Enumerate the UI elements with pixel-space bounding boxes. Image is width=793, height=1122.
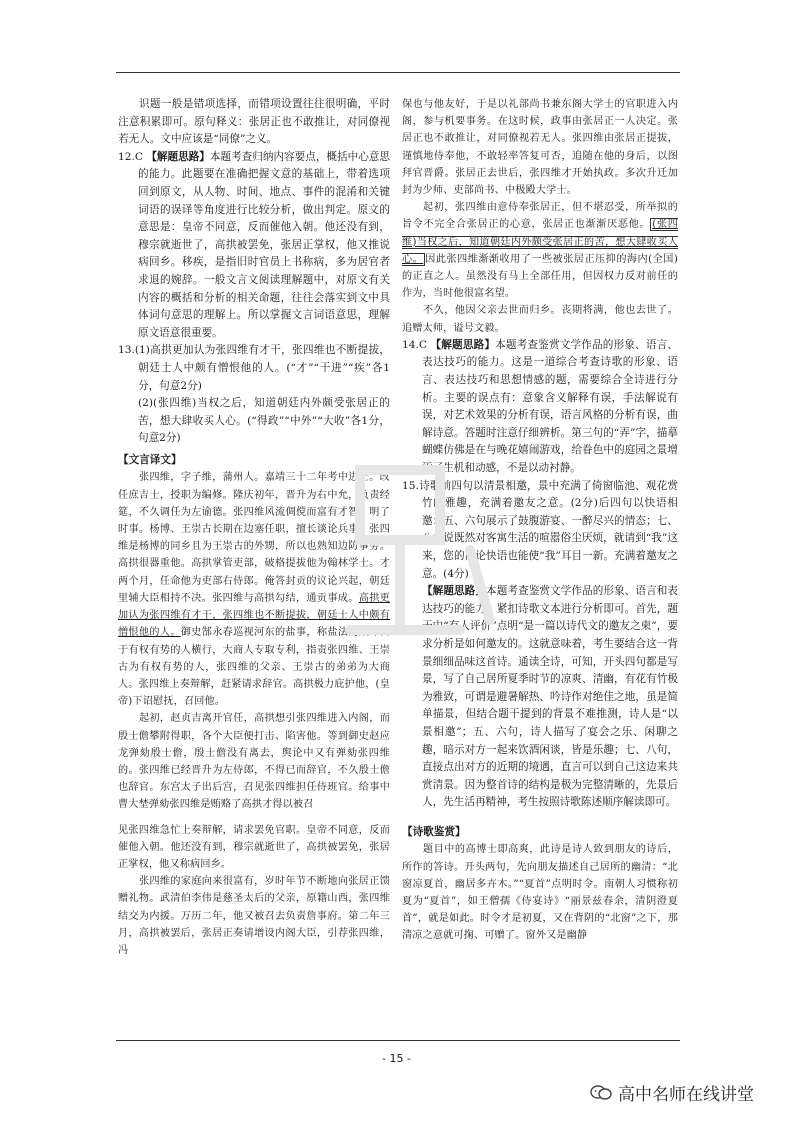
right-column — [402, 96, 678, 945]
left-column — [118, 96, 390, 959]
header-rule — [116, 72, 680, 73]
underlined-sentence: 高拱更加认为张四维有才干，张四维也不断提拔，朝廷士人中颇有憎恨他的人。 — [118, 592, 390, 639]
page-number: - 15 - — [382, 1052, 411, 1065]
section-heading-appreciation: 【诗歌鉴赏】 — [402, 825, 466, 838]
paragraph-continuation: 识题一般是错项选择，而错项设置往往很明确，平时注意积累即可。原句释义：张居正也不敢推让，对同僚视若无人。文中应该是“同僚”之义。 — [118, 98, 390, 146]
translation-paragraph-5: 保也与他友好，于是以礼部尚书兼东阁大学士的官职进入内阁，参与机要事务。在这时候，政事由张居正一人决定。张居正也不敢推让，对同僚视若无人。张四维由张居正提拔，谨慎地侍奉他，不敢轻率答复可否，追随在他的身后，以图拜官晋爵。张居正去世后，张四维才开始执政。多次升迁加封为少师、吏部尚书、中极殿大学士。 — [402, 99, 678, 197]
translation-paragraph-1 — [118, 469, 390, 710]
translation-paragraph-3: 见张四维急忙上奏辩解，请求罢免官职。皇帝不同意，反而催他入朝。他还没有到，穆宗就逝世了，高拱被罢免，张居正掌权，他又称病回乡。 — [118, 824, 390, 870]
chat-bubbles-icon — [590, 1085, 612, 1101]
analysis-tag: 【解题思路】 — [422, 585, 487, 598]
question-15 — [402, 478, 678, 584]
brand-watermark — [590, 1080, 754, 1105]
translation-paragraph-4: 张四维的家庭向来很富有，岁时年节不断地向张居正馈赠礼物。武清伯李伟是慈圣太后的父亲，原籍山西，张四维结交为内援。万历二年，他又被召去负责詹事府。第二年三月，高拱被罢后，张居正奏请增设内阁大臣，引荐张四维，冯 — [118, 876, 390, 956]
question-12-text: 本题考查归纳内容要点，概括中心意思的能力。此题要在准确把握文意的基础上，带着选项回到原文，从人物、时间、地点、事件的混淆和关键词语的误译等角度进行比较分析，做出判定。原文的意思是：皇帝不同意，反而催他入朝。他还没有到，穆宗就逝世了，高拱被罢免，张居正掌权，他又推说病回乡。移疾，是指旧时官员上书称病，多为居官者求退的婉辞。一般文言文阅读理解题中，对原文有关内容的概括和分析的相关命题，往往会落实到文中具体词句意思的理解上。所以掌握文言词语意思，理解原文语意很重要。 — [138, 150, 390, 339]
analysis-tag: 【解题思路】 — [430, 338, 496, 351]
translation-text: 因此张四维渐渐收用了一些被张居正压抑的海内(全国)的正直之人。虽然没有马上全部任用，但因权力反对前任的作为，当时他很富名望。 — [402, 253, 678, 300]
translation-paragraph-2: 起初，赵贞吉离开官任，高拱想引张四维进入内阁，而殷士儋攀附得职，各个大臣便打击、陷害他。等到御史赵应龙弹劾殷士儋，殷士儋没有离去，舆论中又有弹劾张四维的。张四维已经晋升为左侍郎，不得已而辞官，不久殷士儋也辞官。东宫太子出后宫，召见张四维担任侍班官。给事中曹大埜弹劾张四维是贿赂了高拱才得以被召 — [118, 713, 390, 811]
brand-name: 高中名师在线讲堂 — [618, 1085, 754, 1105]
translation-paragraph-7: 不久，他因父亲去世而归乡。丧期将满，他也去世了。追赠太师，谥号文毅。 — [402, 305, 678, 334]
section-heading-translation: 【文言译文】 — [118, 453, 182, 466]
question-number: 13. — [118, 344, 135, 357]
appreciation-paragraph: 题目中的高博士即高爽，此诗是诗人致到朋友的诗后，所作的答诗。开头两句，先向朋友描述自己居所的幽清：“北窗凉夏首，幽居多卉木。”“夏首”点明时令。南朝人习惯称初夏为“夏首”，如王僧孺《侍宴诗》“丽景兹春余，清阴澄夏首”，就是如此。时令才是初夏，又在背阴的“北窗”之下，那清凉之意就可掬、可赠了。窗外又是幽静 — [402, 844, 678, 942]
question-15-analysis — [402, 583, 678, 812]
analysis-tag: 【解题思路】 — [146, 150, 210, 163]
answer-letter: C — [418, 338, 427, 351]
translation-text: 起初，张四维由意侍奉张居正，但不堪忍受，所举拟的旨令不完全合张居正的心意，张居正也渐渐厌恶他。 — [402, 202, 678, 231]
question-13-part-1 — [118, 342, 390, 395]
translation-paragraph-6 — [402, 199, 678, 302]
question-number: 12. — [118, 150, 135, 163]
answer-13-2: (2)(张四维)当权之后，知道朝廷内外颇受张居正的苦，想大肆收买人心。(“得政”“中外”“大收”各1分，句意2分) — [138, 397, 390, 445]
question-number: 14. — [402, 338, 419, 351]
question-14 — [402, 337, 678, 478]
answer-13-1: (1)高拱更加认为张四维有才干，张四维也不断提拔，朝廷士人中颇有憎恨他的人。(“才”“干进”“疾”各1分，句意2分) — [134, 344, 390, 392]
question-12 — [118, 149, 390, 343]
footer-rule — [116, 1040, 680, 1041]
question-15-analysis-text: 本题考查鉴赏文学作品的形象、语言和表达技巧的能力。紧扣诗歌文本进行分析即可。首先，题干中“有人评价”点明“是一篇以诗代文的邀友之柬”，要求分析是如何邀友的。这就意味着，考生要结合这一背景细细品味这首诗。通读全诗，可知，开头四句都是写景，写了自己居所夏季时节的凉爽、清幽，有花有竹极为雅致，可谓是避暑解热、吟诗作对绝佳之地，虽是简单描景，但结合题干提到的背景不难推测，诗人是“以景相邀”；五、六句，诗人描写了宴会之乐、闲聊之趣，暗示对方一起来饮酒闲谈，皆是乐趣；七、八句，直接点出对方的近期的境遇，直言可以到自己这边来共赏清景。因为整首诗的结构是极为完整清晰的，先景后人，先生活再精神，考生按照诗歌陈述顺序解读即可。 — [422, 585, 679, 809]
question-15-answer: 诗歌前四句以清景相邀，景中充满了倚窗临池、观花赏竹的雅趣，充满着邀友之意。(2分)后四句以快语相邀：五、六句展示了鼓腹游宴、一醉尽兴的情态；七、八句说既然对客寓生活的喧嚣俗尘厌烦，就请到“我”这来，您的高论快语也能使“我”耳目一新。充满着邀友之意。(4分) — [418, 479, 678, 580]
question-number: 15. — [402, 479, 419, 492]
underlined-sentence: (张四维)当权之后，知道朝廷内外颇受张居正的苦，想大肆收买人心。 — [402, 219, 678, 265]
translation-text: 张四维，字子维，蒲州人。嘉靖三十二年考中进士。改任庶吉士，授职为编修。隆庆初年，晋升为右中允，负责经筵，不久调任为左谕德。张四维风流倜傥而富有才智，明了时事。杨博、王崇古长期在边塞任职，擅长谈论兵事。张四维是杨博的同乡且为王崇古的外甥，所以也熟知边防事务。高拱很器重他。高拱掌管吏部，破格提拔他为翰林学士。才两个月，任命他为吏部右侍郎。俺答封贡的议论兴起，朝廷里辅大臣相持不决。张四维与高拱勾结，通贡事成。 — [118, 472, 390, 604]
translation-text: 御史郜永春巡视河东的盐事，称盐法的毁坏由于有权有势的人横行，大商人专取专利，指责张四维、王崇古为有权有势的人，张四维的父亲、王崇古的弟弟为大商人。张四维上奏辩解，赶紧请求辞官。高拱极力庇护他，(皇帝)下诏慰抚，召回他。 — [118, 627, 390, 708]
answer-letter: C — [134, 150, 143, 163]
question-14-text: 本题考查鉴赏文学作品的形象、语言、表达技巧的能力。这是一道综合考查诗歌的形象、语言、表达技巧和思想情感的题，需要综合全诗进行分析。主要的误点有：意象含义解释有误，手法解说有误，对艺术效果的分析有误，语言风格的分析有误，曲解诗意。答题时注意仔细辨析。第三句的“弄”字，描摹蝴蝶仿佛是在与晚花嬉闹游戏，给眷色中的庭园之景增添了生机和动感，不是以动衬静。 — [422, 338, 678, 474]
